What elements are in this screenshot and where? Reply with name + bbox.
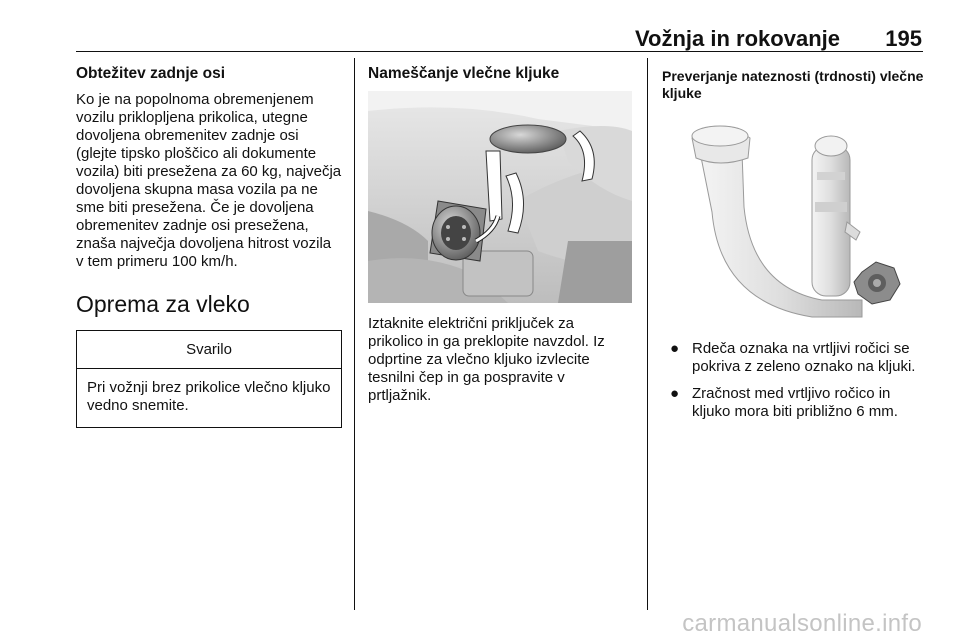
- warning-box: [76, 330, 342, 428]
- page-header-title: Vožnja in rokovanje: [635, 26, 840, 51]
- list-item: [662, 340, 926, 376]
- list-item-text: Zračnost med vrtljivo ročico in kljuko mora biti približno 6 mm.: [692, 385, 898, 420]
- column-1: [76, 60, 342, 428]
- warning-title: Svarilo: [77, 331, 341, 369]
- mounting-heading: Nameščanje vlečne kljuke: [368, 65, 560, 82]
- seal-plug-shape: [490, 125, 566, 153]
- warning-text: Pri vožnji brez prikolice vlečno kljuko vedno snemite.: [87, 379, 331, 414]
- page-number: 195: [885, 26, 922, 51]
- list-item: [662, 385, 926, 421]
- bullet-icon: ●: [670, 385, 680, 402]
- check-list: [662, 340, 926, 421]
- watermark: carmanualsonline.info: [682, 610, 922, 637]
- column-2: [368, 60, 632, 405]
- rear-axle-load-heading: Obtežitev zadnje osi: [76, 65, 226, 82]
- check-heading: Preverjanje nateznosti (trdnosti) vlečne kljuke: [662, 68, 924, 101]
- column-divider-2: [647, 58, 648, 610]
- towbar-socket-illustration: [368, 91, 632, 303]
- rear-axle-load-text: Ko je na popolnoma obremenjenem vozilu priklopljena prikolica, utegne dovoljena obremenitev zadnje osi (glejte tipsko ploščico ali dokumente vozila) biti presežena za 60 kg, največja dovoljena skupna masa vozila pa ne sme biti presežena. Če je dovoljena obremenitev zadnje osi presežena, znaša največja dovoljena hitrost vozila v tem primeru 100 km/h.: [76, 91, 342, 270]
- towing-hook-illustration: [662, 112, 926, 328]
- header-rule: [76, 51, 923, 52]
- column-divider-1: [354, 58, 355, 610]
- column-3: [662, 60, 926, 430]
- electrical-socket-shape: [430, 201, 486, 261]
- list-item-text: Rdeča oznaka na vrtljivi ročici se pokriva z zeleno oznako na kljuki.: [692, 340, 916, 375]
- towing-equipment-heading: Oprema za vleko: [76, 291, 250, 317]
- mounting-text: Iztaknite električni priključek za prikolico in ga preklopite navzdol. Iz odprtine za vlečno kljuko izvlecite tesnilni čep in ga pospravite v prtljažnik.: [368, 315, 605, 404]
- bullet-icon: ●: [670, 340, 680, 357]
